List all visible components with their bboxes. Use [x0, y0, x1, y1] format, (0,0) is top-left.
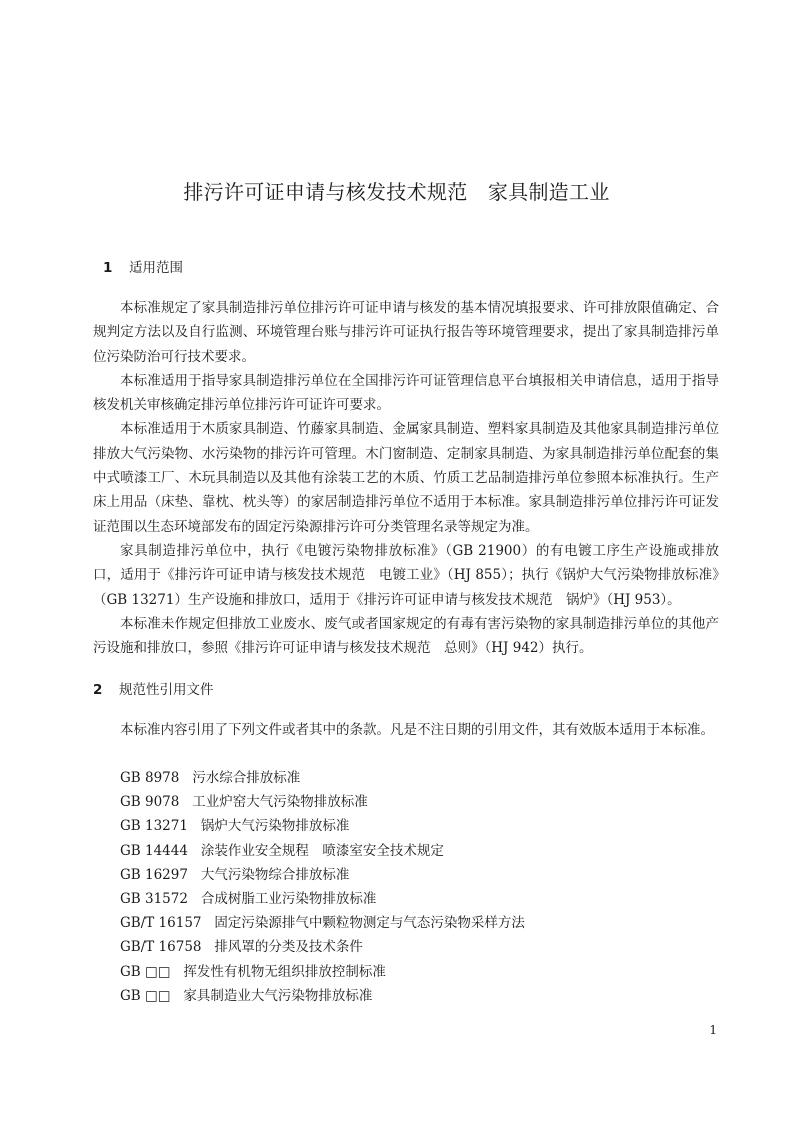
section-2-title: 规范性引用文件 [119, 682, 214, 698]
reference-code: GB/T 16157 [120, 915, 202, 932]
paragraph: 本标准规定了家具制造排污单位排污许可证申请与核发的基本情况填报要求、许可排放限值确定、合规判定方法以及自行监测、环境管理台账与排污许可证执行报告等环境管理要求，提出了家具制造排污单位污染防治可行技术要求。 [93, 300, 719, 365]
document-title: 排污许可证申请与核发技术规范 家具制造工业 [183, 180, 610, 204]
reference-item [120, 984, 525, 1008]
reference-code: GB 14444 [120, 842, 188, 859]
page-number: 1 [709, 1023, 717, 1037]
reference-name: 污水综合排放标准 [192, 770, 301, 786]
reference-item [120, 887, 525, 911]
reference-code: GB 13271 [120, 818, 188, 835]
reference-code: GB □□ [120, 987, 171, 1004]
reference-code: GB/T 16758 [120, 939, 202, 956]
paragraph: 本标准适用于木质家具制造、竹藤家具制造、金属家具制造、塑料家具制造及其他家具制造排污单位排放大气污染物、水污染物的排污许可管理。木门窗制造、定制家具制造、为家具制造排污单位配套的集中式喷漆工厂、木玩具制造以及其他有涂装工艺的木质、竹质工艺品制造排污单位参照本标准执行。生产床上用品（床垫、靠枕、枕头等）的家居制造排污单位不适用于本标准。家具制造排污单位排污许可证发证范围以生态环境部发布的固定污染源排污许可分类管理名录等规定为准。 [93, 421, 719, 535]
section-2-intro [93, 718, 719, 742]
section-2-heading [93, 680, 214, 700]
reference-item [120, 863, 525, 887]
reference-item [120, 839, 525, 863]
reference-name: 排风罩的分类及技术条件 [214, 939, 363, 956]
reference-list [120, 766, 525, 1008]
section-1-body [93, 296, 719, 660]
reference-item [120, 935, 525, 959]
reference-name: 工业炉窑大气污染物排放标准 [192, 794, 368, 811]
section-1-number: 1 [103, 260, 113, 276]
paragraph: 本标准内容引用了下列文件或者其中的条款。凡是不注日期的引用文件，其有效版本适用于本标准。 [120, 722, 714, 738]
reference-code: GB 8978 [120, 770, 180, 786]
reference-item [120, 790, 525, 814]
paragraph: 本标准未作规定但排放工业废水、废气或者国家规定的有毒有害污染物的家具制造排污单位的其他产污设施和排放口，参照《排污许可证申请与核发技术规范 总则》（HJ 942）执行。 [93, 615, 719, 657]
reference-item [120, 766, 525, 790]
paragraph: 本标准适用于指导家具制造排污单位在全国排污许可证管理信息平台填报相关申请信息，适用于指导核发机关审核确定排污单位排污许可证许可要求。 [93, 372, 719, 414]
section-2-number: 2 [93, 682, 103, 698]
section-1-title: 适用范围 [129, 260, 183, 276]
paragraph: 家具制造排污单位中，执行《电镀污染物排放标准》（GB 21900）的有电镀工序生产设施或排放口，适用于《排污许可证申请与核发技术规范 电镀工业》（HJ 855）；执行《锅炉大气污染物排放标准》（GB 13271）生产设施和排放口，适用于《排污许可证申请与核发技术规范 锅炉》（HJ 953）。 [93, 542, 719, 608]
reference-code: GB □□ [120, 963, 171, 980]
reference-item [120, 960, 525, 984]
reference-code: GB 9078 [120, 794, 180, 811]
reference-name: 大气污染物综合排放标准 [200, 866, 350, 883]
reference-name: 家具制造业大气污染物排放标准 [183, 987, 373, 1004]
reference-name: 涂装作业安全规程 喷漆室安全技术规定 [200, 842, 444, 859]
reference-code: GB 31572 [120, 891, 188, 908]
reference-code: GB 16297 [120, 866, 188, 883]
reference-name: 合成树脂工业污染物排放标准 [200, 891, 377, 908]
reference-item [120, 814, 525, 838]
reference-name: 锅炉大气污染物排放标准 [200, 818, 350, 835]
reference-name: 挥发性有机物无组织排放控制标准 [183, 963, 386, 980]
reference-name: 固定污染源排气中颗粒物测定与气态污染物采样方法 [214, 915, 525, 932]
reference-item [120, 911, 525, 935]
section-1-heading [93, 258, 183, 278]
